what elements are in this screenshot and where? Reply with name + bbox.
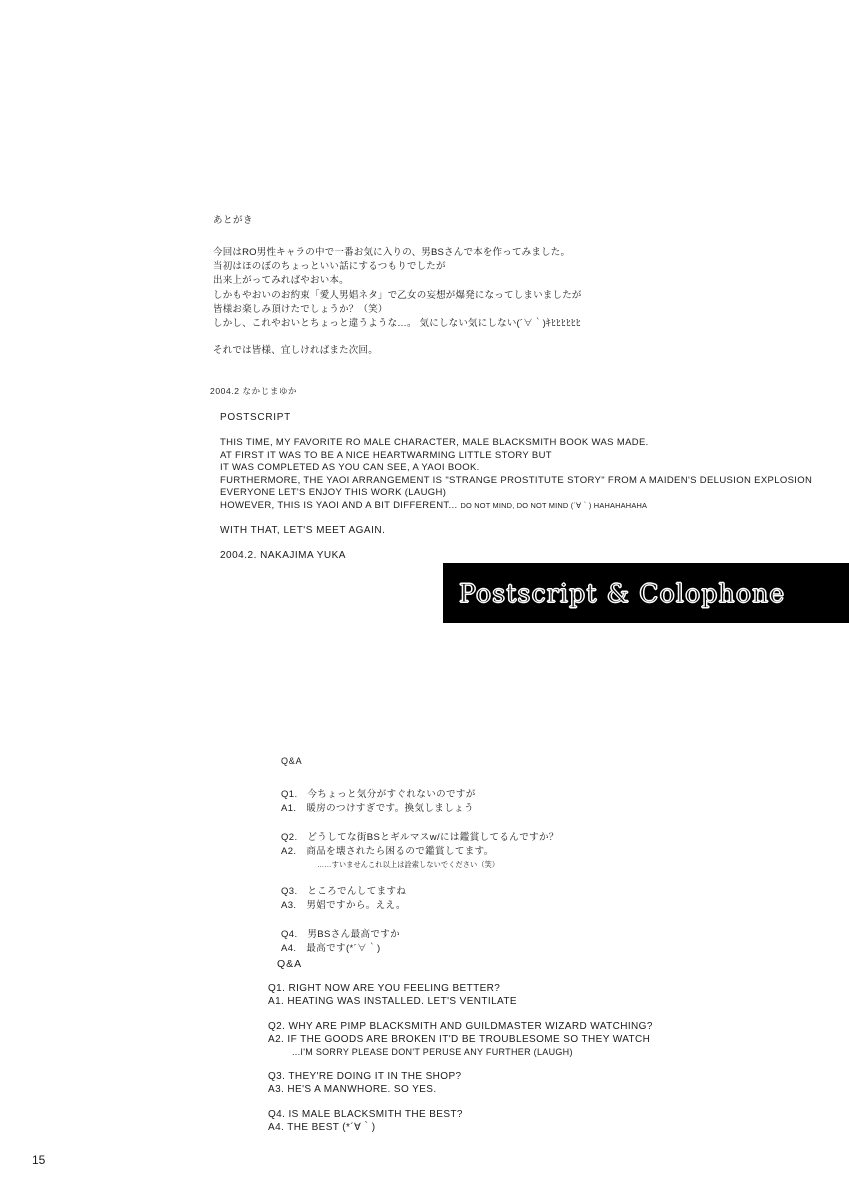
page-number: 15 bbox=[32, 1153, 46, 1167]
qa-english-question-4: Q4. IS MALE BLACKSMITH THE BEST? bbox=[268, 1109, 463, 1120]
postscript-colophone-banner bbox=[443, 563, 849, 623]
qa-english-item-4 bbox=[268, 1108, 788, 1134]
afterword-japanese-heading: あとがき bbox=[213, 215, 254, 226]
afterword-japanese-line-6: しかし、これやおいとちょっと違うような…。 気にしない気にしない(´∀｀)ｷﾋﾋﾋﾋﾋﾋ bbox=[213, 318, 581, 330]
qa-english-answer-3: A3. HE'S A MANWHORE. SO YES. bbox=[268, 1084, 437, 1095]
qa-japanese-question-3: Q3. ところでんしてますね bbox=[281, 886, 407, 897]
postscript-english bbox=[220, 412, 820, 561]
qa-japanese-note-2: ……すいませんこれ以上は詮索しないでください（笑） bbox=[317, 860, 500, 869]
postscript-english-line-2: AT FIRST IT WAS TO BE A NICE HEARTWARMING LITTLE STORY BUT bbox=[220, 449, 552, 461]
postscript-english-line-6 bbox=[220, 500, 820, 513]
postscript-english-line-6-note: DO NOT MIND, DO NOT MIND (´∀｀) HAHAHAHAHA bbox=[460, 500, 648, 510]
qa-japanese-item-1 bbox=[281, 788, 801, 816]
qa-english-item-2 bbox=[268, 1020, 788, 1058]
postscript-english-line-1: THIS TIME, MY FAVORITE RO MALE CHARACTER, MALE BLACKSMITH BOOK WAS MADE. bbox=[220, 437, 649, 448]
postscript-english-line-3: IT WAS COMPLETED AS YOU CAN SEE, A YAOI BOOK. bbox=[220, 462, 480, 474]
postscript-english-line-4: FURTHERMORE, THE YAOI ARRANGEMENT IS "STRANGE PROSTITUTE STORY" FROM A MAIDEN'S DELUSION EXPLOSION bbox=[220, 474, 813, 486]
qa-japanese-item-4 bbox=[281, 928, 801, 956]
postscript-english-heading: POSTSCRIPT bbox=[220, 412, 291, 423]
qa-japanese-answer-3: A3. 男娼ですから。ええ。 bbox=[281, 900, 406, 911]
postscript-english-line-5: EVERYONE LET'S ENJOY THIS WORK (LAUGH) bbox=[220, 487, 447, 499]
postscript-english-closing: WITH THAT, LET'S MEET AGAIN. bbox=[220, 524, 386, 536]
afterword-japanese-line-4: しかもやおいのお約束「愛人男娼ネタ」で乙女の妄想が爆発になってしまいましたが bbox=[213, 289, 582, 301]
qa-japanese bbox=[281, 756, 801, 971]
afterword-japanese-line-3: 出来上がってみればやおい本。 bbox=[213, 275, 349, 287]
qa-japanese-question-2: Q2. どうしてな街BSとギルマスw/には鑑賞してるんですか？ bbox=[281, 832, 559, 843]
qa-japanese-answer-1: A1. 暖房のつけすぎです。換気しましょう bbox=[281, 803, 474, 814]
qa-japanese-answer-2: A2. 商品を壊されたら困るので鑑賞してます。 bbox=[281, 846, 494, 857]
afterword-japanese-line-5: 皆様お楽しみ頂けたでしょうか？（笑） bbox=[213, 303, 388, 315]
qa-english-question-2: Q2. WHY ARE PIMP BLACKSMITH AND GUILDMASTER WIZARD WATCHING? bbox=[268, 1021, 653, 1032]
afterword-japanese-closing: それでは皆様、宜しければまた次回。 bbox=[213, 345, 378, 357]
qa-japanese-item-3 bbox=[281, 885, 801, 913]
afterword-japanese bbox=[213, 212, 813, 358]
qa-japanese-answer-4: A4. 最高です(*´∀｀) bbox=[281, 943, 381, 954]
postscript-english-line-6-main: HOWEVER, THIS IS YAOI AND A BIT DIFFERENT... bbox=[220, 499, 458, 511]
banner-title: Postscript & Colophone bbox=[459, 578, 786, 608]
qa-english-answer-4: A4. THE BEST (*´∀｀) bbox=[268, 1122, 376, 1133]
qa-english-question-3: Q3. THEY'RE DOING IT IN THE SHOP? bbox=[268, 1071, 462, 1082]
afterword-japanese-line-2: 当初はほのぼのちょっといい話にするつもりでしたが bbox=[213, 261, 446, 273]
qa-english-item-3 bbox=[268, 1070, 788, 1096]
qa-japanese-question-4: Q4. 男BSさん最高ですか bbox=[281, 929, 401, 940]
qa-english-item-1 bbox=[268, 982, 788, 1008]
qa-japanese-item-2 bbox=[281, 831, 801, 870]
qa-english bbox=[268, 982, 788, 1146]
qa-english-answer-2: A2. IF THE GOODS ARE BROKEN IT'D BE TROUBLESOME SO THEY WATCH bbox=[268, 1034, 651, 1045]
qa-english-question-1: Q1. RIGHT NOW ARE YOU FEELING BETTER? bbox=[268, 983, 501, 994]
afterword-japanese-signature: 2004.2 なかじまゆか bbox=[210, 386, 298, 396]
afterword-japanese-line-1: 今回はRO男性キャラの中で一番お気に入りの、男BSさんで本を作ってみました。 bbox=[213, 247, 571, 258]
postscript-english-signature: 2004.2. NAKAJIMA YUKA bbox=[220, 549, 346, 561]
qa-english-answer-1: A1. HEATING WAS INSTALLED. LET'S VENTILATE bbox=[268, 996, 517, 1007]
qa-english-heading: Q&A bbox=[277, 958, 303, 970]
qa-japanese-question-1: Q1. 今ちょっと気分がすぐれないのですが bbox=[281, 789, 476, 800]
qa-english-note-2: ...I'M SORRY PLEASE DON'T PERUSE ANY FURTHER (LAUGH) bbox=[292, 1047, 573, 1057]
qa-japanese-heading: Q&A bbox=[281, 756, 303, 766]
afterword-japanese-spacer bbox=[213, 331, 813, 344]
